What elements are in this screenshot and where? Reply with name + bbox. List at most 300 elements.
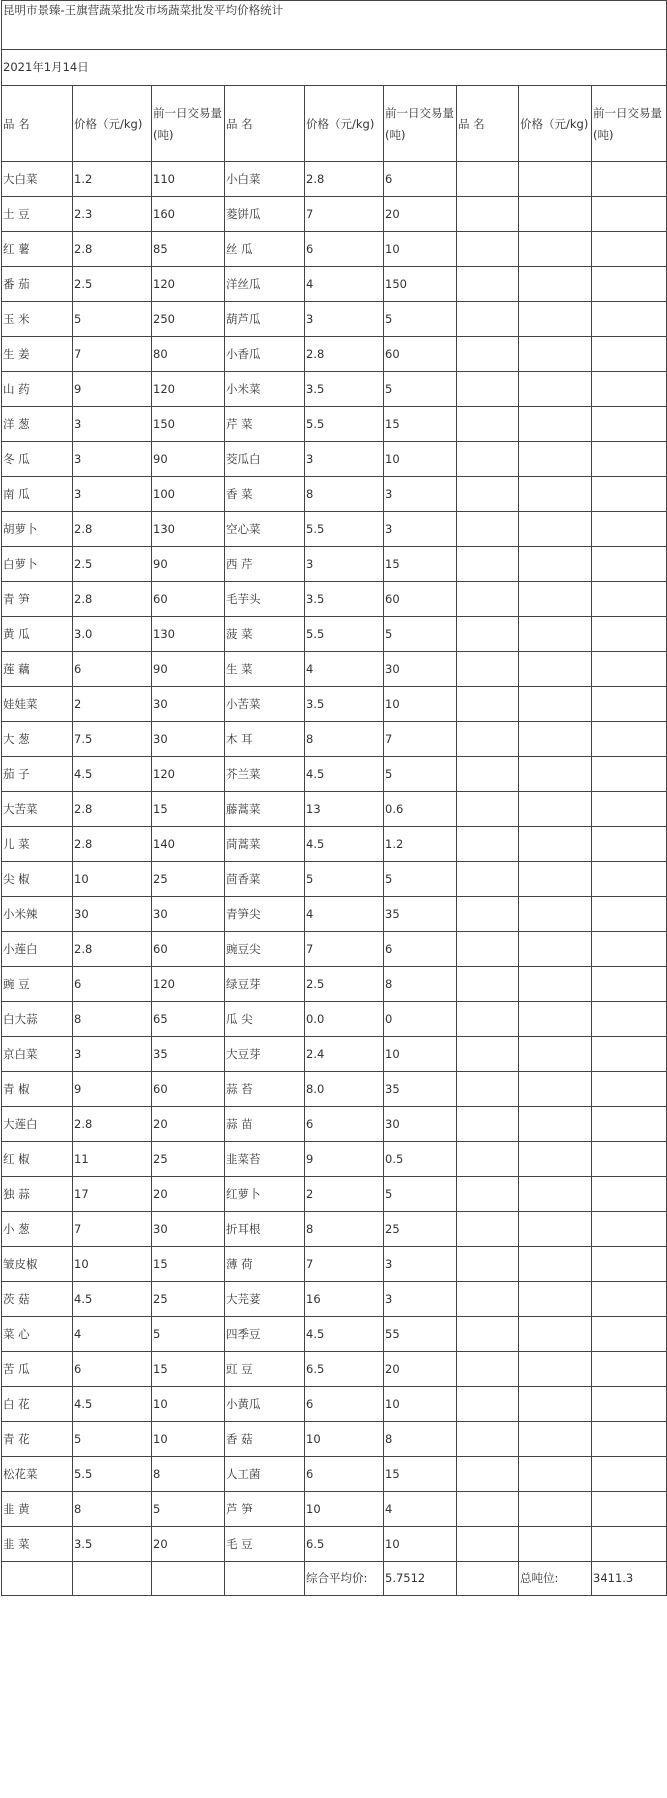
cell-name-1: 尖 椒 [2,862,73,897]
price-table [1,0,667,1596]
table-row [2,757,667,792]
cell-price-3 [519,722,592,757]
cell-name-3 [457,792,519,827]
cell-name-2: 芥兰菜 [225,757,305,792]
cell-price-3 [519,1177,592,1212]
cell-price-2: 10 [305,1492,384,1527]
cell-price-1: 2 [73,687,152,722]
cell-price-1: 2.8 [73,582,152,617]
cell-volume-3 [592,1352,667,1387]
cell-price-2: 5.5 [305,407,384,442]
table-row [2,1317,667,1352]
cell-name-2: 小米菜 [225,372,305,407]
cell-volume-2: 15 [384,407,457,442]
cell-price-1: 4 [73,1317,152,1352]
cell-price-3 [519,687,592,722]
cell-name-1: 小 葱 [2,1212,73,1247]
empty-cell [457,1562,519,1596]
cell-price-1: 4.5 [73,1387,152,1422]
column-header-name-2: 品 名 [225,86,305,162]
cell-volume-2: 30 [384,652,457,687]
cell-volume-2: 3 [384,1282,457,1317]
cell-name-3 [457,617,519,652]
cell-volume-2: 150 [384,267,457,302]
cell-price-1: 2.8 [73,827,152,862]
cell-name-3 [457,1457,519,1492]
cell-name-1: 大白菜 [2,162,73,197]
cell-name-1: 小米辣 [2,897,73,932]
cell-name-2: 菱饼瓜 [225,197,305,232]
cell-name-1: 大莲白 [2,1107,73,1142]
cell-volume-2: 8 [384,1422,457,1457]
cell-volume-2: 5 [384,617,457,652]
summary-row [2,1562,667,1596]
cell-price-1: 2.3 [73,197,152,232]
cell-volume-3 [592,232,667,267]
cell-price-3 [519,757,592,792]
cell-volume-2: 5 [384,372,457,407]
cell-name-1: 白萝卜 [2,547,73,582]
cell-price-3 [519,932,592,967]
cell-name-2: 芦 笋 [225,1492,305,1527]
cell-volume-3 [592,442,667,477]
cell-price-2: 7 [305,1247,384,1282]
cell-name-3 [457,337,519,372]
cell-volume-1: 90 [152,652,225,687]
cell-price-3 [519,1457,592,1492]
cell-price-2: 3 [305,302,384,337]
cell-price-3 [519,1352,592,1387]
table-row [2,1037,667,1072]
cell-name-3 [457,1282,519,1317]
cell-name-3 [457,1107,519,1142]
cell-volume-2: 0.6 [384,792,457,827]
cell-price-3 [519,267,592,302]
cell-price-1: 2.8 [73,1107,152,1142]
table-row [2,1177,667,1212]
cell-name-1: 儿 菜 [2,827,73,862]
cell-volume-3 [592,162,667,197]
cell-volume-2: 35 [384,897,457,932]
table-row [2,1422,667,1457]
table-row [2,792,667,827]
cell-price-1: 2.8 [73,932,152,967]
cell-price-2: 3.5 [305,582,384,617]
table-row [2,1072,667,1107]
cell-volume-1: 65 [152,1002,225,1037]
table-row [2,1352,667,1387]
cell-volume-1: 120 [152,757,225,792]
table-row [2,652,667,687]
table-row [2,477,667,512]
cell-name-1: 京白菜 [2,1037,73,1072]
cell-volume-2: 15 [384,1457,457,1492]
cell-volume-2: 0 [384,1002,457,1037]
cell-volume-2: 4 [384,1492,457,1527]
cell-name-1: 白 花 [2,1387,73,1422]
column-header-name-3: 品 名 [457,86,519,162]
cell-name-1: 生 姜 [2,337,73,372]
cell-name-1: 青 椒 [2,1072,73,1107]
cell-volume-1: 15 [152,1247,225,1282]
cell-price-1: 2.5 [73,267,152,302]
cell-volume-3 [592,1247,667,1282]
cell-name-2: 香 菜 [225,477,305,512]
cell-name-1: 青 花 [2,1422,73,1457]
cell-volume-2: 60 [384,337,457,372]
cell-name-2: 韭菜苔 [225,1142,305,1177]
cell-price-3 [519,1072,592,1107]
cell-name-3 [457,547,519,582]
cell-volume-1: 120 [152,267,225,302]
cell-volume-2: 6 [384,162,457,197]
cell-price-1: 3 [73,477,152,512]
cell-price-1: 6 [73,967,152,1002]
cell-volume-1: 25 [152,1282,225,1317]
cell-price-3 [519,1527,592,1562]
cell-price-3 [519,1037,592,1072]
cell-name-2: 蒜 苗 [225,1107,305,1142]
cell-volume-3 [592,792,667,827]
cell-volume-1: 25 [152,862,225,897]
cell-name-1: 红 薯 [2,232,73,267]
cell-name-3 [457,757,519,792]
cell-name-2: 木 耳 [225,722,305,757]
cell-name-2: 葫芦瓜 [225,302,305,337]
cell-volume-2: 10 [384,687,457,722]
cell-volume-2: 3 [384,477,457,512]
cell-price-1: 7 [73,1212,152,1247]
cell-price-3 [519,827,592,862]
cell-name-2: 豇 豆 [225,1352,305,1387]
cell-volume-1: 20 [152,1107,225,1142]
cell-volume-2: 5 [384,302,457,337]
cell-volume-2: 20 [384,197,457,232]
cell-volume-1: 130 [152,512,225,547]
table-row [2,1142,667,1177]
cell-volume-2: 25 [384,1212,457,1247]
column-header-volume-2: 前一日交易量(吨) [384,86,457,162]
cell-price-3 [519,792,592,827]
cell-price-2: 4.5 [305,827,384,862]
cell-price-1: 3 [73,407,152,442]
cell-price-2: 7 [305,932,384,967]
cell-price-1: 5.5 [73,1457,152,1492]
title-row [2,1,667,50]
cell-name-2: 小苦菜 [225,687,305,722]
cell-price-2: 2.5 [305,967,384,1002]
cell-volume-3 [592,1107,667,1142]
cell-volume-3 [592,897,667,932]
cell-volume-3 [592,1282,667,1317]
cell-volume-1: 160 [152,197,225,232]
cell-name-2: 藤蒿菜 [225,792,305,827]
cell-name-1: 茨 菇 [2,1282,73,1317]
cell-volume-3 [592,1212,667,1247]
table-row [2,617,667,652]
cell-volume-1: 35 [152,1037,225,1072]
cell-volume-1: 140 [152,827,225,862]
cell-name-2: 四季豆 [225,1317,305,1352]
cell-volume-3 [592,967,667,1002]
cell-volume-2: 0.5 [384,1142,457,1177]
cell-name-3 [457,162,519,197]
cell-volume-1: 120 [152,372,225,407]
cell-name-2: 豌豆尖 [225,932,305,967]
cell-name-1: 南 瓜 [2,477,73,512]
cell-price-2: 6 [305,1457,384,1492]
cell-price-2: 8 [305,722,384,757]
cell-name-1: 莲 藕 [2,652,73,687]
cell-price-3 [519,232,592,267]
cell-price-3 [519,547,592,582]
cell-volume-3 [592,1422,667,1457]
cell-price-1: 3 [73,442,152,477]
table-row [2,1212,667,1247]
cell-price-2: 3.5 [305,687,384,722]
cell-name-1: 娃娃菜 [2,687,73,722]
cell-name-2: 丝 瓜 [225,232,305,267]
table-row [2,1527,667,1562]
cell-price-1: 7.5 [73,722,152,757]
table-row [2,1107,667,1142]
cell-price-2: 2.8 [305,162,384,197]
cell-price-2: 10 [305,1422,384,1457]
cell-volume-2: 35 [384,1072,457,1107]
cell-volume-3 [592,827,667,862]
cell-price-2: 4 [305,652,384,687]
cell-name-2: 西 芹 [225,547,305,582]
cell-volume-3 [592,1002,667,1037]
cell-volume-3 [592,337,667,372]
cell-volume-3 [592,1037,667,1072]
table-row [2,1387,667,1422]
cell-price-1: 2.8 [73,792,152,827]
cell-price-1: 3.0 [73,617,152,652]
cell-price-3 [519,897,592,932]
cell-name-1: 白大蒜 [2,1002,73,1037]
cell-name-1: 皱皮椒 [2,1247,73,1282]
cell-price-3 [519,1282,592,1317]
cell-price-3 [519,1142,592,1177]
cell-volume-3 [592,617,667,652]
cell-name-3 [457,1387,519,1422]
cell-name-2: 折耳根 [225,1212,305,1247]
cell-price-2: 3 [305,547,384,582]
cell-volume-3 [592,1142,667,1177]
table-row [2,337,667,372]
cell-name-2: 蒜 苔 [225,1072,305,1107]
table-row [2,1282,667,1317]
cell-name-1: 胡萝卜 [2,512,73,547]
cell-name-1: 冬 瓜 [2,442,73,477]
cell-volume-3 [592,1527,667,1562]
cell-volume-3 [592,652,667,687]
table-body [2,1,667,1596]
cell-name-3 [457,1352,519,1387]
cell-volume-3 [592,1177,667,1212]
table-row [2,967,667,1002]
cell-price-1: 2.5 [73,547,152,582]
cell-name-2: 小黄瓜 [225,1387,305,1422]
cell-volume-1: 20 [152,1177,225,1212]
cell-name-3 [457,1037,519,1072]
cell-volume-3 [592,862,667,897]
cell-volume-2: 10 [384,1387,457,1422]
cell-name-2: 青笋尖 [225,897,305,932]
cell-price-3 [519,1492,592,1527]
cell-name-2: 小白菜 [225,162,305,197]
cell-name-2: 茼蒿菜 [225,827,305,862]
cell-volume-1: 25 [152,1142,225,1177]
cell-price-1: 5 [73,1422,152,1457]
cell-volume-1: 20 [152,1527,225,1562]
cell-price-1: 5 [73,302,152,337]
cell-volume-3 [592,372,667,407]
cell-price-2: 2.8 [305,337,384,372]
cell-name-3 [457,1072,519,1107]
cell-volume-1: 60 [152,1072,225,1107]
table-row [2,442,667,477]
cell-volume-1: 10 [152,1387,225,1422]
cell-volume-1: 60 [152,582,225,617]
cell-price-2: 0.0 [305,1002,384,1037]
average-price-value: 5.7512 [384,1562,457,1596]
cell-volume-3 [592,1492,667,1527]
cell-price-2: 4.5 [305,1317,384,1352]
cell-volume-1: 5 [152,1492,225,1527]
cell-price-3 [519,1212,592,1247]
column-header-volume-1: 前一日交易量(吨) [152,86,225,162]
empty-cell [152,1562,225,1596]
cell-volume-3 [592,512,667,547]
cell-name-2: 毛 豆 [225,1527,305,1562]
table-row [2,232,667,267]
total-tonnage-value: 3411.3 [592,1562,667,1596]
empty-cell [225,1562,305,1596]
header-row [2,86,667,162]
column-header-price-3: 价格（元/kg) [519,86,592,162]
cell-price-1: 2.8 [73,512,152,547]
table-row [2,162,667,197]
cell-price-1: 30 [73,897,152,932]
cell-name-3 [457,652,519,687]
column-header-price-2: 价格（元/kg) [305,86,384,162]
cell-name-1: 韭 菜 [2,1527,73,1562]
cell-volume-2: 5 [384,1177,457,1212]
average-price-label: 综合平均价: [305,1562,384,1596]
cell-name-3 [457,372,519,407]
cell-price-2: 4.5 [305,757,384,792]
cell-price-2: 3 [305,442,384,477]
cell-name-1: 菜 心 [2,1317,73,1352]
cell-price-2: 4 [305,897,384,932]
cell-volume-1: 85 [152,232,225,267]
cell-price-1: 4.5 [73,757,152,792]
cell-price-3 [519,617,592,652]
cell-price-2: 6 [305,1107,384,1142]
cell-price-3 [519,302,592,337]
cell-price-3 [519,652,592,687]
cell-volume-2: 10 [384,442,457,477]
cell-name-3 [457,1422,519,1457]
cell-volume-1: 90 [152,547,225,582]
cell-price-2: 9 [305,1142,384,1177]
cell-price-3 [519,582,592,617]
cell-price-2: 8.0 [305,1072,384,1107]
cell-volume-2: 5 [384,862,457,897]
cell-name-2: 香 菇 [225,1422,305,1457]
cell-volume-3 [592,477,667,512]
cell-name-3 [457,932,519,967]
cell-name-3 [457,407,519,442]
page-title: 昆明市景臻-王旗营蔬菜批发市场蔬菜批发平均价格统计 [2,1,667,50]
cell-price-2: 5.5 [305,617,384,652]
report-date: 2021年1月14日 [2,50,667,86]
cell-price-3 [519,862,592,897]
cell-price-1: 1.2 [73,162,152,197]
cell-volume-3 [592,757,667,792]
table-row [2,1247,667,1282]
cell-name-1: 松花菜 [2,1457,73,1492]
cell-name-3 [457,1527,519,1562]
cell-price-2: 8 [305,477,384,512]
table-row [2,407,667,442]
cell-volume-3 [592,1317,667,1352]
cell-name-2: 大豆芽 [225,1037,305,1072]
cell-volume-3 [592,302,667,337]
table-row [2,512,667,547]
cell-name-1: 小莲白 [2,932,73,967]
cell-name-1: 番 茄 [2,267,73,302]
cell-name-3 [457,512,519,547]
cell-price-3 [519,1387,592,1422]
cell-price-3 [519,1002,592,1037]
cell-volume-1: 130 [152,617,225,652]
cell-volume-2: 10 [384,1037,457,1072]
cell-volume-1: 120 [152,967,225,1002]
cell-volume-3 [592,1072,667,1107]
cell-volume-3 [592,407,667,442]
cell-price-3 [519,162,592,197]
table-row [2,897,667,932]
column-header-price-1: 价格（元/kg) [73,86,152,162]
cell-volume-2: 7 [384,722,457,757]
table-row [2,267,667,302]
cell-volume-2: 30 [384,1107,457,1142]
table-row [2,932,667,967]
cell-price-3 [519,1317,592,1352]
cell-price-1: 9 [73,1072,152,1107]
cell-price-2: 2.4 [305,1037,384,1072]
cell-name-2: 小香瓜 [225,337,305,372]
cell-name-1: 大 葱 [2,722,73,757]
cell-volume-2: 5 [384,757,457,792]
cell-price-2: 13 [305,792,384,827]
cell-price-1: 3.5 [73,1527,152,1562]
cell-price-2: 6.5 [305,1352,384,1387]
cell-volume-2: 3 [384,1247,457,1282]
cell-name-2: 红萝卜 [225,1177,305,1212]
cell-price-2: 6 [305,232,384,267]
cell-name-1: 豌 豆 [2,967,73,1002]
cell-price-2: 5 [305,862,384,897]
cell-name-1: 黄 瓜 [2,617,73,652]
cell-volume-1: 30 [152,1212,225,1247]
cell-volume-3 [592,1387,667,1422]
cell-volume-3 [592,932,667,967]
date-row [2,50,667,86]
